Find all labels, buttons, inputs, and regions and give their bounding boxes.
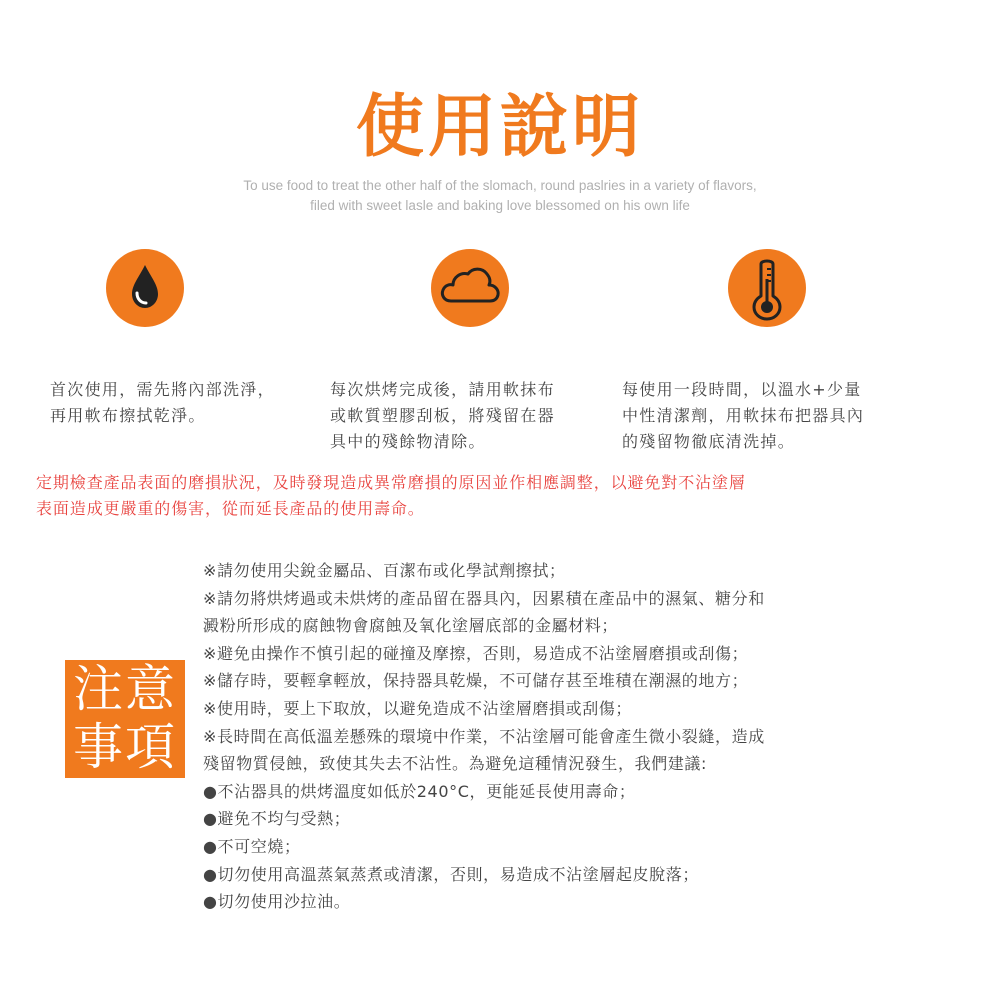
notice-line: ※請勿將烘烤過或未烘烤的產品留在器具內，因累積在產品中的濕氣、糖分和	[203, 588, 765, 608]
notice-line: ●切勿使用沙拉油。	[203, 892, 351, 912]
notice-list	[203, 557, 923, 916]
notice-line: ※請勿使用尖銳金屬品、百潔布或化學試劑擦拭；	[203, 561, 566, 580]
subtitle-line-1: To use food to treat the other half of the slomach, round paslries in a variety of flavors,	[243, 178, 757, 193]
subtitle-line-2: filed with sweet lasle and baking love blessomed on his own life	[310, 198, 690, 213]
water-drop-icon	[106, 249, 184, 327]
column-1-line: 首次使用，需先將內部洗淨，	[50, 380, 275, 399]
cloud-icon	[431, 249, 509, 327]
warning-paragraph	[36, 470, 926, 522]
column-2-text	[330, 377, 610, 455]
notice-line: ※長時間在高低溫差懸殊的環境中作業，不沾塗層可能會產生微小裂縫，造成	[203, 726, 765, 746]
warning-line-2: 表面造成更嚴重的傷害，從而延長產品的使用壽命。	[36, 499, 425, 518]
column-2-line: 每次烘烤完成後，請用軟抹布	[330, 380, 555, 399]
column-3-line: 中性清潔劑，用軟抹布把器具內	[622, 406, 865, 425]
notice-badge-line-1: 注意	[73, 660, 177, 718]
notice-line: ※避免由操作不慎引起的碰撞及摩擦，否則，易造成不沾塗層磨損或刮傷；	[203, 643, 749, 663]
subtitle	[0, 176, 1000, 216]
notice-line: ●避免不均勻受熱；	[203, 809, 351, 829]
notice-badge-line-2: 事項	[73, 718, 177, 776]
warning-line-1: 定期檢查產品表面的磨損狀況，及時發現造成異常磨損的原因並作相應調整，以避免對不沾塗層	[36, 473, 746, 492]
notice-line: ※儲存時，要輕拿輕放，保持器具乾燥，不可儲存甚至堆積在潮濕的地方；	[203, 671, 749, 691]
notice-line: 殘留物質侵蝕，致使其失去不沾性。為避免這種情況發生，我們建議:	[203, 754, 707, 774]
column-2-line: 具中的殘餘物清除。	[330, 432, 486, 451]
notice-badge	[65, 660, 185, 778]
notice-line: ●切勿使用高溫蒸氣蒸煮或清潔，否則，易造成不沾塗層起皮脫落；	[203, 864, 699, 884]
page-title: 使用說明	[355, 88, 644, 167]
column-2-line: 或軟質塑膠刮板，將殘留在器	[330, 406, 555, 425]
notice-line: 澱粉所形成的腐蝕物會腐蝕及氧化塗層底部的金屬材料；	[203, 616, 619, 636]
notice-line: ※使用時，要上下取放，以避免造成不沾塗層磨損或刮傷；	[203, 698, 633, 718]
notice-line: ●不沾器具的烘烤溫度如低於240°C，更能延長使用壽命；	[203, 781, 636, 801]
column-3-line: 的殘留物徹底清洗掉。	[622, 432, 796, 451]
column-3-text	[622, 377, 922, 455]
column-1-text	[50, 377, 320, 429]
column-3-line: 每使用一段時間，以溫水+少量	[622, 380, 862, 399]
thermometer-icon	[728, 249, 806, 327]
notice-line: ●不可空燒；	[203, 836, 301, 856]
column-1-line: 再用軟布擦拭乾淨。	[50, 406, 206, 425]
